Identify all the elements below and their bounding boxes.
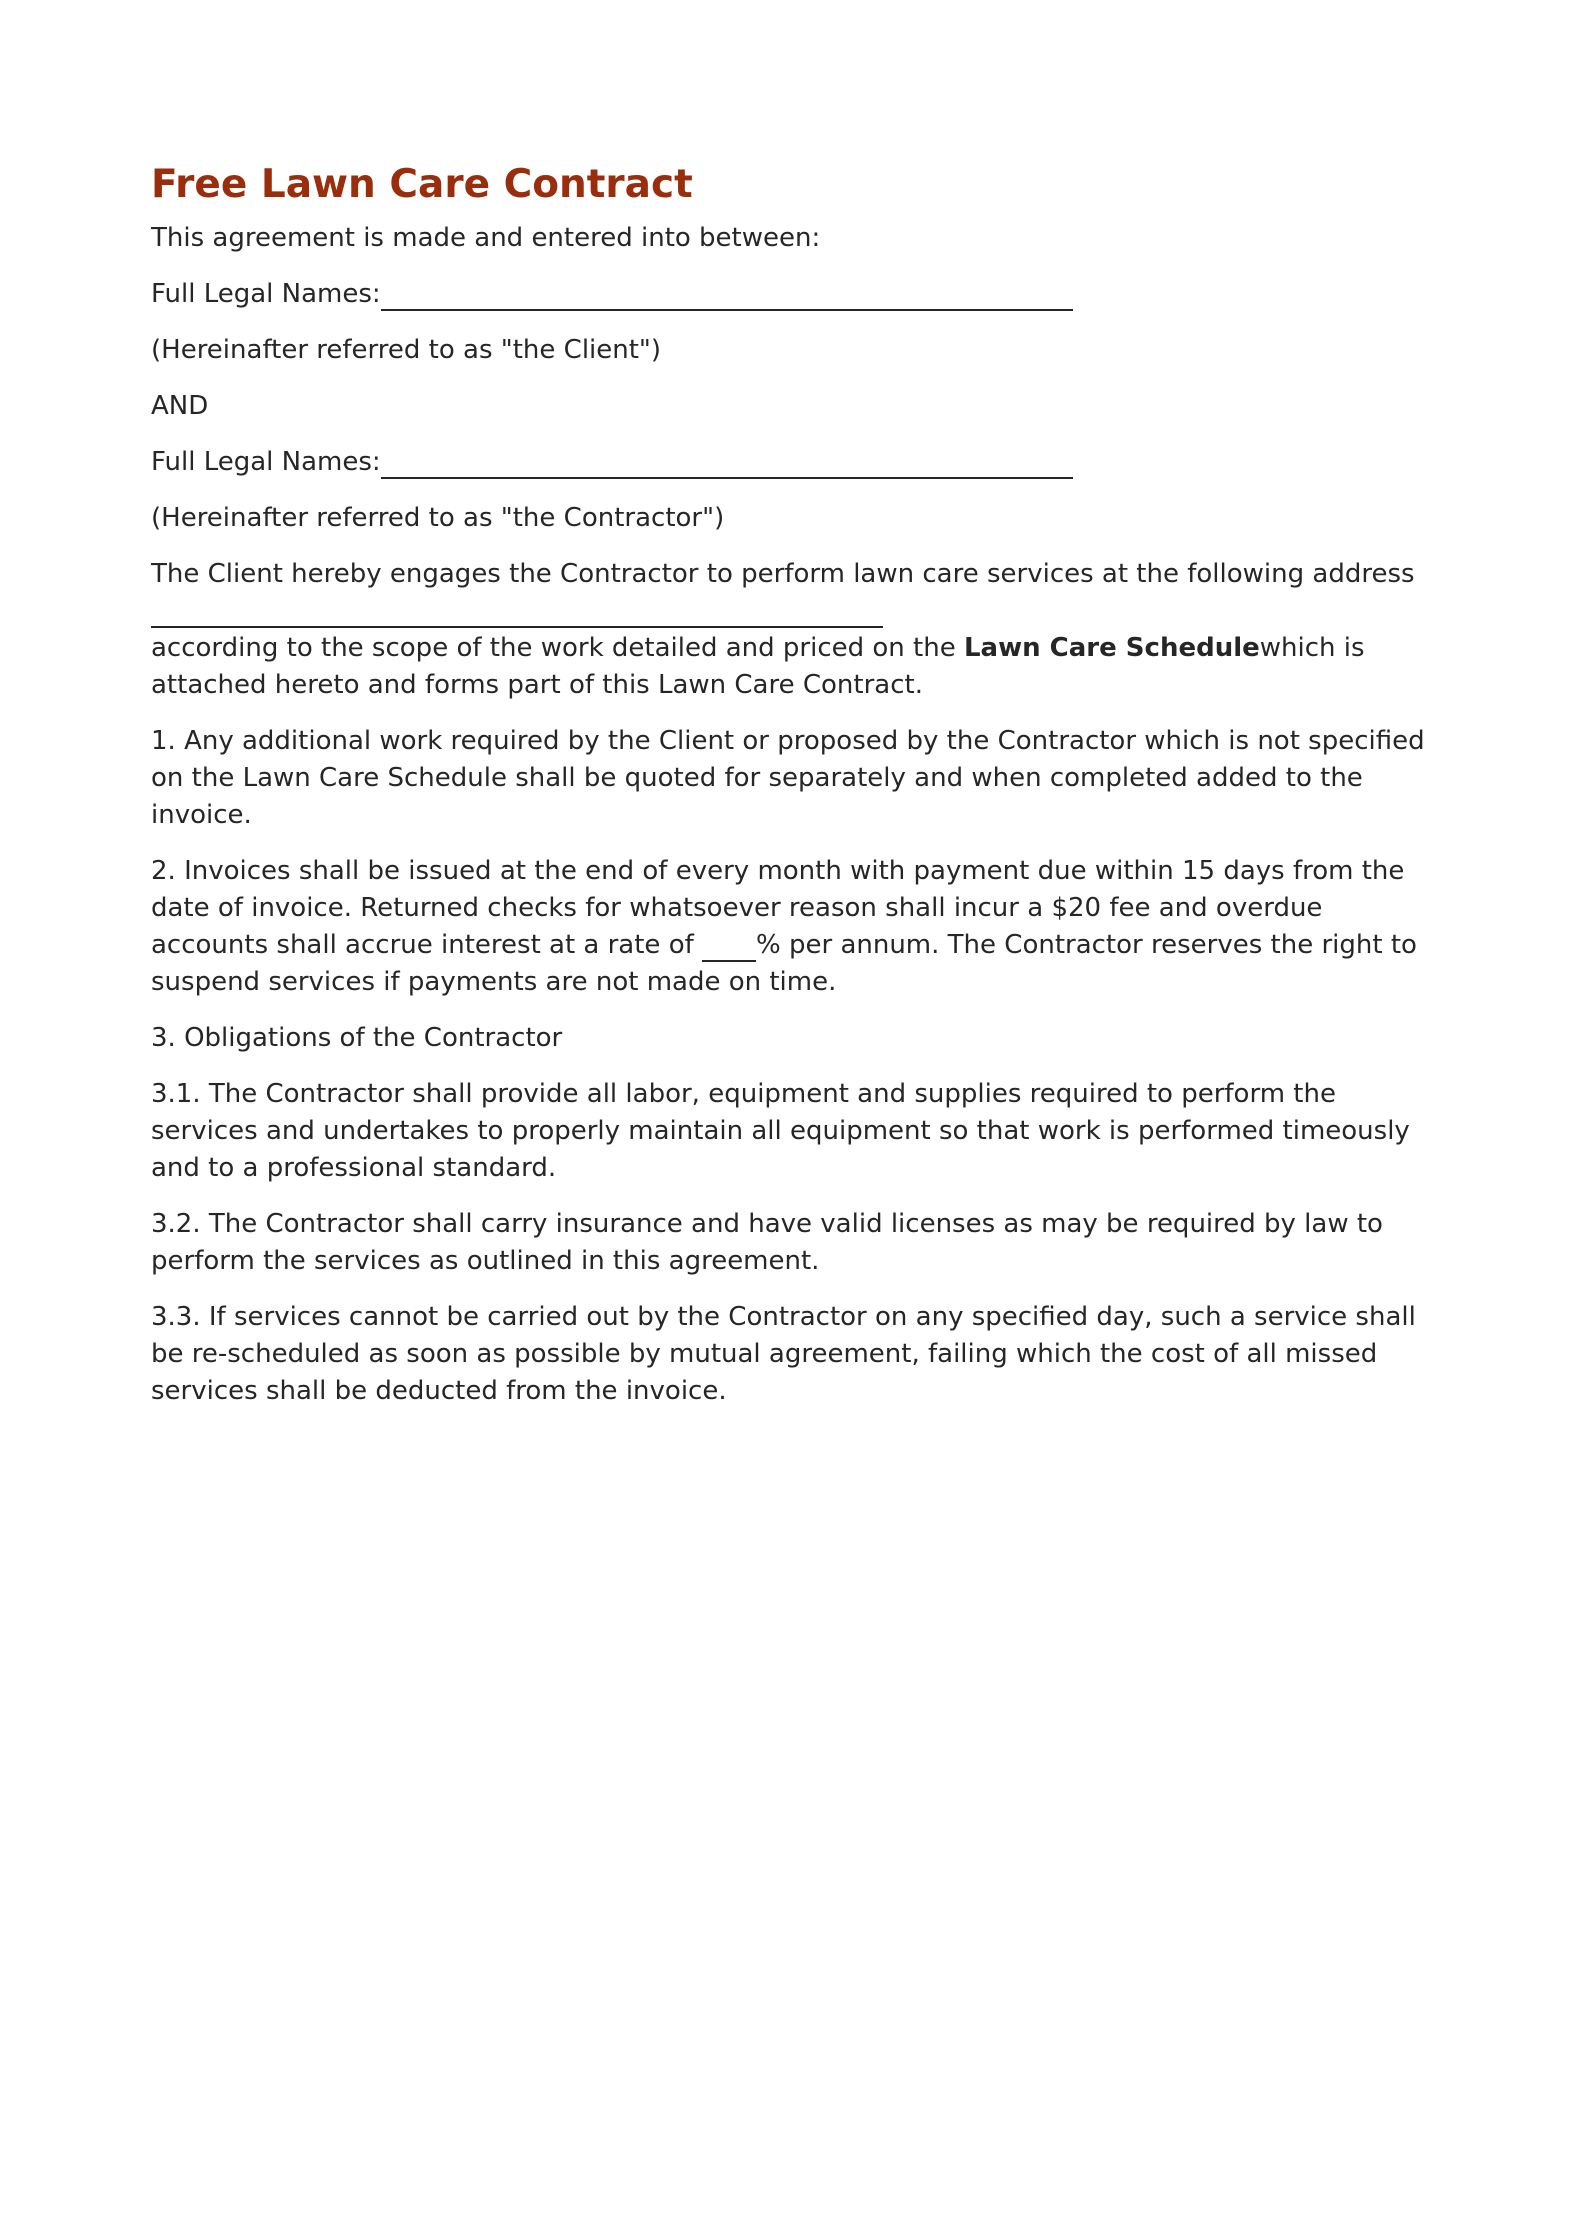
- clause-2: [151, 853, 1441, 1001]
- contract-document: [151, 160, 1441, 1429]
- engagement-text: The Client hereby engages the Contractor to perform lawn care services at the following address: [151, 559, 1415, 589]
- and-separator: AND: [151, 391, 209, 421]
- client-name-row: [151, 276, 1441, 313]
- clause-1: 1. Any additional work required by the Client or proposed by the Contractor which is not specified on the Lawn Care Schedule shall be quoted for separately and when completed added to the invoice.: [151, 726, 1425, 830]
- scope-text-pre: according to the scope of the work detailed and priced on the: [151, 633, 964, 663]
- clause-3-heading: 3. Obligations of the Contractor: [151, 1023, 563, 1053]
- lawn-care-schedule-ref: Lawn Care Schedule: [963, 633, 1260, 663]
- contractor-reference: (Hereinafter referred to as "the Contractor"): [151, 503, 725, 533]
- address-blank[interactable]: [151, 626, 883, 628]
- contractor-name-label: Full Legal Names:: [151, 447, 381, 477]
- client-name-blank[interactable]: [381, 281, 1073, 311]
- scope-paragraph: [151, 630, 1441, 704]
- clause-2-text-pre: 2. Invoices shall be issued at the end of every month with payment due within 15 days from the date of invoice. Returned checks for whatsoever reason shall incur a $20 fee and overdue accounts shall accrue interest at a rate of: [151, 856, 1405, 960]
- contractor-name-row: [151, 444, 1441, 481]
- client-reference: (Hereinafter referred to as "the Client"): [151, 335, 662, 365]
- interest-rate-blank[interactable]: [702, 932, 756, 962]
- client-name-label: Full Legal Names:: [151, 279, 381, 309]
- clause-3-2: 3.2. The Contractor shall carry insurance and have valid licenses as may be required by law to perform the services as outlined in this agreement.: [151, 1209, 1383, 1276]
- document-title: Free Lawn Care Contract: [151, 162, 693, 207]
- scope-text-post: which is attached hereto and forms part of this Lawn Care Contract.: [151, 633, 1365, 700]
- clause-3-1: 3.1. The Contractor shall provide all labor, equipment and supplies required to perform the services and undertakes to properly maintain all equipment so that work is performed timeously and to a professional standard.: [151, 1079, 1410, 1183]
- clause-2-text-post: % per annum. The Contractor reserves the right to suspend services if payments are not made on time.: [151, 930, 1417, 997]
- intro-text: This agreement is made and entered into between:: [151, 223, 821, 253]
- contractor-name-blank[interactable]: [381, 449, 1073, 479]
- clause-3-3: 3.3. If services cannot be carried out by the Contractor on any specified day, such a service shall be re-scheduled as soon as possible by mutual agreement, failing which the cost of all missed services shall be deducted from the invoice.: [151, 1302, 1416, 1406]
